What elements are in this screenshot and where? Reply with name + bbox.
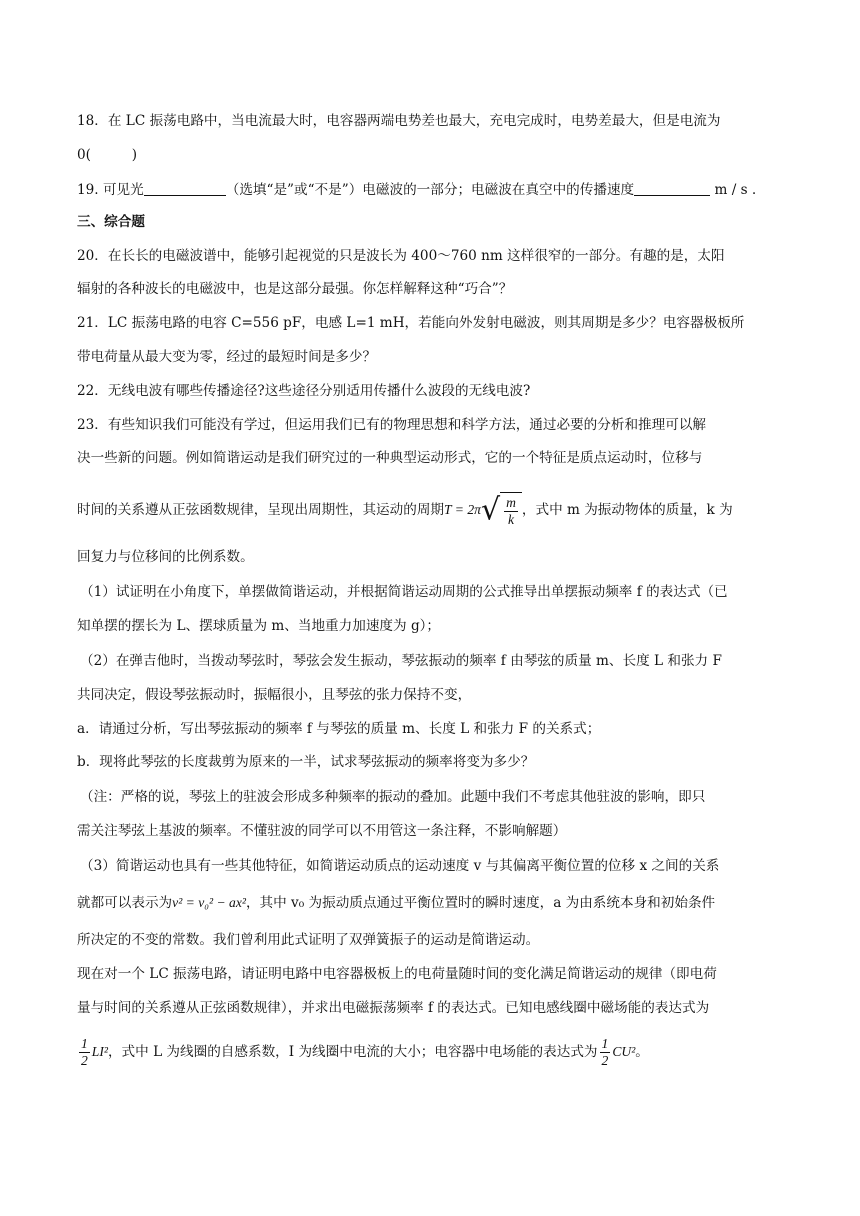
period-formula-lhs: T = 2π bbox=[444, 502, 481, 517]
fraction-numerator: m bbox=[506, 495, 516, 510]
fraction-denominator: 2 bbox=[601, 1053, 609, 1068]
q23-part-4-line-1: 现在对一个 LC 振荡电路，请证明电路中电容器极板上的电荷量随时间的变化满足简谐运动的规律（即电荷 bbox=[77, 966, 717, 982]
one-half-fraction bbox=[79, 1036, 90, 1069]
q23-part-3-line-3: 所决定的不变的常数。我们曾利用此式证明了双弹簧振子的运动是简谐运动。 bbox=[77, 932, 540, 948]
q19-unit: m / s . bbox=[714, 182, 757, 198]
q23-note-line-2: 需关注琴弦上基波的频率。不懂驻波的同学可以不用管这一条注释，不影响解题） bbox=[77, 823, 567, 839]
q22-line: 22．无线电波有哪些传播途径?这些途径分别适用传播什么波段的无线电波? bbox=[77, 383, 531, 399]
magnetic-energy-formula: LI² bbox=[91, 1044, 108, 1059]
q21-line-2: 带电荷量从最大变为零，经过的最短时间是多少？ bbox=[77, 349, 377, 365]
q21-line-1: 21．LC 振荡电路的电容 C=556 pF，电感 L=1 mH，若能向外发射电磁波，则其周期是多少？电容器极板所 bbox=[77, 315, 745, 331]
fraction-numerator: 1 bbox=[81, 1036, 88, 1051]
m-over-k-fraction bbox=[504, 495, 518, 528]
q23-part-2b: b．现将此琴弦的长度裁剪为原来的一半，试求琴弦振动的频率将变为多少？ bbox=[77, 754, 535, 770]
q23-line-3b: ，式中 m 为振动物体的质量，k 为 bbox=[521, 502, 733, 518]
q19-blank-2[interactable] bbox=[634, 181, 710, 196]
q19-part-1: 19. 可见光 bbox=[77, 182, 144, 198]
q19-part-2: （选填“是”或“不是”）电磁波的一部分；电磁波在真空中的传播速度 bbox=[225, 182, 635, 198]
sqrt-formula bbox=[481, 492, 522, 529]
q23-part-4-line-3-text: ，式中 L 为线圈的自感系数，I 为线圈中电流的大小；电容器中电场能的表达式为 bbox=[107, 1044, 598, 1060]
q23-part-2-line-1: （2）在弹吉他时，当拨动琴弦时，琴弦会发生振动，琴弦振动的频率 f 由琴弦的质量 m、长度 L 和张力 F bbox=[80, 653, 722, 669]
q23-part-3-line-2a: 就都可以表示为 bbox=[77, 895, 173, 911]
q18-line-2: 0( ) bbox=[77, 147, 138, 163]
q20-line-1: 20．在长长的电磁波谱中，能够引起视觉的只是波长为 400～760 nm 这样很窄的一部分。有趣的是，太阳 bbox=[77, 248, 725, 264]
fraction-denominator: k bbox=[507, 512, 514, 527]
q20-line-2: 辐射的各种波长的电磁波中，也是这部分最强。你怎样解释这种“巧合”？ bbox=[77, 281, 513, 297]
q23-note-line-1: （注：严格的说，琴弦上的驻波会形成多种频率的振动的叠加。此题中我们不考虑其他驻波的影响，即只 bbox=[80, 789, 706, 805]
sqrt-sign-icon: √ bbox=[480, 492, 501, 528]
one-half-fraction-2 bbox=[600, 1036, 611, 1069]
q23-part-4-line-3 bbox=[77, 1034, 649, 1070]
q23-part-2-line-2: 共同决定，假设琴弦振动时，振幅很小，且琴弦的张力保持不变， bbox=[77, 687, 472, 703]
q23-part-3-line-2 bbox=[77, 893, 715, 913]
q18-line-1: 18．在 LC 振荡电路中，当电流最大时，电容器两端电势差也最大，充电完成时，电势差最大，但是电流为 bbox=[77, 113, 721, 129]
fraction-denominator: 2 bbox=[81, 1053, 88, 1068]
section-3-title: 三、综合题 bbox=[77, 214, 145, 230]
q23-part-1-line-2: 知单摆的摆长为 L、摆球质量为 m、当地重力加速度为 g）； bbox=[77, 618, 441, 634]
sqrt-radicand bbox=[500, 492, 522, 529]
q23-part-4-line-2: 量与时间的关系遵从正弦函数规律），并求出电磁振荡频率 f 的表达式。已知电感线圈中磁场能的表达式为 bbox=[77, 1000, 710, 1016]
q23-part-3-line-1: （3）简谐运动也具有一些其他特征，如简谐运动质点的运动速度 v 与其偏离平衡位置的位移 x 之间的关系 bbox=[80, 858, 720, 874]
q23-line-3a: 时间的关系遵从正弦函数规律，呈现出周期性，其运动的周期 bbox=[77, 502, 445, 518]
q23-line-4: 回复力与位移间的比例系数。 bbox=[77, 549, 254, 565]
electric-energy-formula: CU² bbox=[612, 1044, 636, 1059]
q23-line-3 bbox=[77, 492, 733, 529]
q23-line-1: 23．有些知识我们可能没有学过，但运用我们已有的物理思想和科学方法，通过必要的分析和推理可以解 bbox=[77, 417, 707, 433]
q23-part-1-line-1: （1）试证明在小角度下，单摆做简谐运动，并根据简谐运动周期的公式推导出单摆振动频率 f 的表达式（已 bbox=[80, 584, 728, 600]
q23-part-4-end: 。 bbox=[635, 1044, 649, 1060]
q23-line-2: 决一些新的问题。例如简谐运动是我们研究过的一种典型运动形式，它的一个特征是质点运动时，位移与 bbox=[77, 450, 703, 466]
fraction-numerator: 1 bbox=[601, 1036, 609, 1051]
velocity-formula: v² = v₀² − ax² bbox=[172, 895, 246, 910]
q19-line bbox=[77, 180, 756, 200]
q23-part-2a: a．请通过分析，写出琴弦振动的频率 f 与琴弦的质量 m、长度 L 和张力 F 的关系式； bbox=[77, 721, 601, 737]
q19-blank-1[interactable] bbox=[144, 181, 226, 196]
q23-part-3-line-2b: ，其中 v₀ 为振动质点通过平衡位置时的瞬时速度，a 为由系统本身和初始条件 bbox=[245, 895, 716, 911]
